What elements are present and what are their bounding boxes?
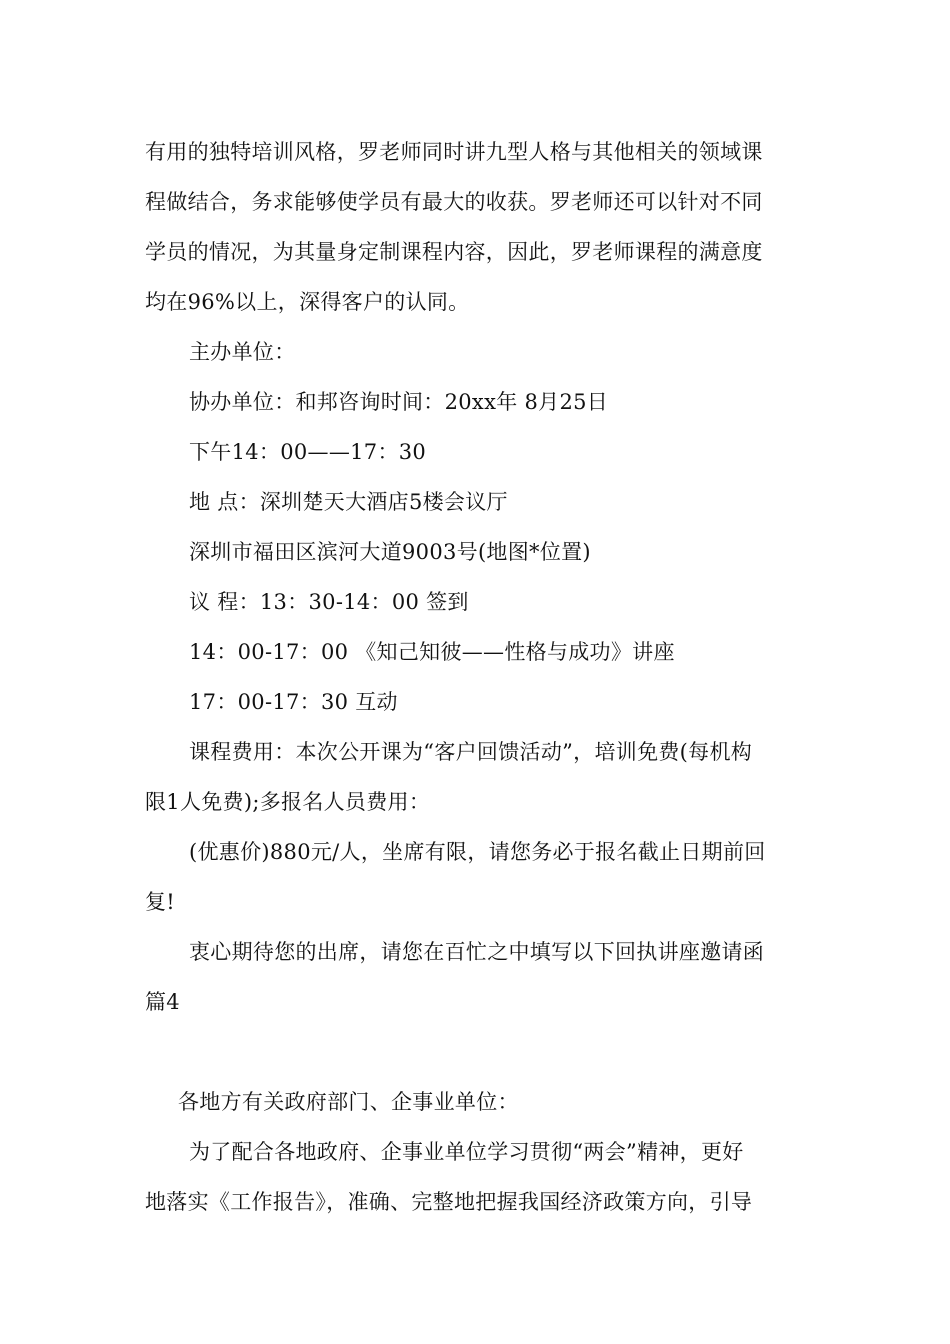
price-line: 复! bbox=[145, 890, 176, 914]
fee-line: 课程费用：本次公开课为“客户回馈活动”，培训免费(每机构 bbox=[189, 740, 753, 764]
agenda-line: 17：00-17：30 互动 bbox=[189, 690, 398, 714]
paragraph-line: 地落实《工作报告》，准确、完整地把握我国经济政策方向，引导 bbox=[145, 1190, 753, 1214]
paragraph-line: 程做结合，务求能够使学员有最大的收获。罗老师还可以针对不同 bbox=[145, 190, 763, 214]
paragraph-line: 学员的情况，为其量身定制课程内容，因此，罗老师课程的满意度 bbox=[145, 240, 763, 264]
location-line: 地 点：深圳楚天大酒店5楼会议厅 bbox=[189, 490, 508, 514]
fee-line: 限1人免费);多报名人员费用： bbox=[145, 790, 431, 814]
agenda-line: 议 程：13：30-14：00 签到 bbox=[189, 590, 469, 614]
co-organizer-line: 协办单位：和邦咨询时间：20xx年 8月25日 bbox=[189, 390, 609, 414]
organizer-line: 主办单位： bbox=[189, 340, 296, 364]
paragraph-line: 有用的独特培训风格，罗老师同时讲九型人格与其他相关的领域课 bbox=[145, 140, 763, 164]
address-line: 深圳市福田区滨河大道9003号(地图*位置) bbox=[189, 540, 591, 564]
closing-line: 衷心期待您的出席，请您在百忙之中填写以下回执讲座邀请函 bbox=[189, 940, 765, 964]
agenda-line: 14：00-17：00 《知己知彼——性格与成功》讲座 bbox=[189, 640, 675, 664]
paragraph-line: 均在96%以上，深得客户的认同。 bbox=[145, 290, 470, 314]
price-line: (优惠价)880元/人，坐席有限，请您务必于报名截止日期前回 bbox=[189, 840, 766, 864]
time-line: 下午14：00——17：30 bbox=[189, 440, 427, 464]
section-heading: 篇4 bbox=[145, 990, 180, 1014]
salutation-line: 各地方有关政府部门、企事业单位： bbox=[178, 1090, 519, 1114]
paragraph-line: 为了配合各地政府、企事业单位学习贯彻“两会”精神，更好 bbox=[189, 1140, 744, 1164]
